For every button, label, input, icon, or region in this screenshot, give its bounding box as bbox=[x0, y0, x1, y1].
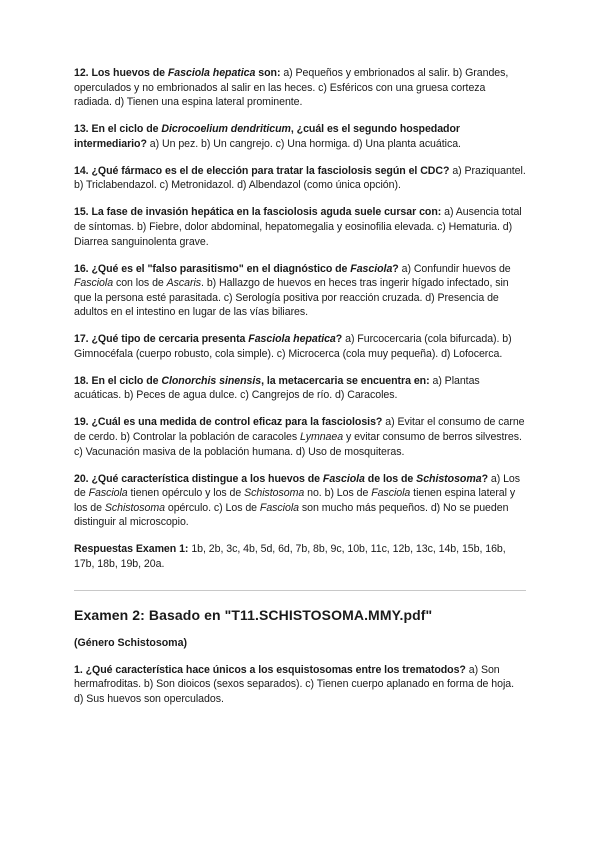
question-15-stem: 15. La fase de invasión hepática en la fasciolosis aguda suele cursar con: bbox=[74, 206, 442, 219]
question-12-options: a) Pequeños y embrionados al salir. b) Grandes, operculados y no embrionados al salir en las heces. c) Esféricos con una gruesa corteza radiada. d) Tienen una espina lateral prominente. bbox=[74, 67, 509, 109]
question-18-stem: 18. En el ciclo de Clonorchis sinensis, la metacercaria se encuentra en: bbox=[74, 374, 430, 387]
question-17 bbox=[74, 332, 526, 361]
question-13 bbox=[74, 122, 526, 151]
question-14-options: a) Praziquantel. b) Triclabendazol. c) Metronidazol. d) Albendazol (como única opción). bbox=[74, 164, 526, 192]
exam-2-title: Examen 2: Basado en "T11.SCHISTOSOMA.MMY.pdf" bbox=[74, 606, 433, 623]
question-20 bbox=[74, 472, 526, 530]
question-16-options: a) Confundir huevos de Fasciola con los de Ascaris. b) Hallazgo de huevos en heces tras ingerir hígado infectado, sin que la persona esté parasitada. c) Serología positiva por reacción cruzada. d) Presencia de adultos en el intestino en lugar de las vías biliares. bbox=[74, 262, 511, 319]
section-divider bbox=[74, 590, 526, 591]
question-14-stem: 14. ¿Qué fármaco es el de elección para tratar la fasciolosis según el CDC? bbox=[74, 164, 450, 177]
question-13-options: a) Un pez. b) Un cangrejo. c) Una hormiga. d) Una planta acuática. bbox=[146, 137, 461, 150]
question-18 bbox=[74, 374, 526, 403]
question-19-stem: 19. ¿Cuál es una medida de control eficaz para la fasciolosis? bbox=[74, 416, 383, 429]
question-19 bbox=[74, 415, 526, 459]
question-15 bbox=[74, 205, 526, 249]
question-13-stem: 13. En el ciclo de Dicrocoelium dendriticum, ¿cuál es el segundo hospedador intermediario? bbox=[74, 123, 460, 150]
answer-key-values: 1b, 2b, 3c, 4b, 5d, 6d, 7b, 8b, 9c, 10b, 11c, 12b, 13c, 14b, 15b, 16b, 17b, 18b, 19b, 20a. bbox=[74, 543, 506, 570]
question-14 bbox=[74, 164, 526, 193]
question-12-stem: 12. Los huevos de Fasciola hepatica son: bbox=[74, 67, 281, 79]
question-15-options: a) Ausencia total de síntomas. b) Fiebre, dolor abdominal, hepatomegalia y eosinofilia elevada. c) Hematuria. d) Diarrea sanguinolenta grave. bbox=[74, 206, 522, 248]
document-page bbox=[74, 66, 526, 719]
question-18-options: a) Plantas acuáticas. b) Peces de agua dulce. c) Cangrejos de río. d) Caracoles. bbox=[74, 374, 480, 402]
question-12 bbox=[74, 66, 526, 110]
answer-key bbox=[74, 542, 526, 571]
question-17-options: a) Furcocercaria (cola bifurcada). b) Gimnocéfala (cuerpo robusto, cola simple). c) Microcerca (cola muy pequeña). d) Lofocerca. bbox=[74, 333, 512, 360]
exam-2-question-1-stem: 1. ¿Qué característica hace únicos a los esquistosomas entre los trematodos? bbox=[74, 663, 466, 676]
exam-2-question-1-options: a) Son hermafroditas. b) Son dioicos (sexos separados). c) Tienen cuerpo aplanado en forma de hoja. d) Sus huevos son operculados. bbox=[74, 663, 515, 705]
question-20-stem: 20. ¿Qué característica distingue a los huevos de Fasciola de los de Schistosoma? bbox=[74, 472, 488, 485]
answer-key-label: Respuestas Examen 1: bbox=[74, 543, 189, 556]
question-20-options: a) Los de Fasciola tienen opérculo y los de Schistosoma no. b) Los de Fasciola tienen espina lateral y los de Schistosoma opérculo. c) Los de Fasciola son mucho más pequeños. d) No se pueden distinguir al microscopio. bbox=[74, 472, 521, 529]
question-19-options: a) Evitar el consumo de carne de cerdo. b) Controlar la población de caracoles Lymnaea y evitar consumo de berros silvestres. c) Vacunación masiva de la población humana. d) Uso de mosquiteras. bbox=[74, 416, 525, 458]
question-16 bbox=[74, 262, 526, 320]
question-16-stem: 16. ¿Qué es el "falso parasitismo" en el diagnóstico de Fasciola? bbox=[74, 262, 399, 275]
question-17-stem: 17. ¿Qué tipo de cercaria presenta Fasciola hepatica? bbox=[74, 333, 343, 346]
exam-2-subtitle: (Género Schistosoma) bbox=[74, 636, 188, 649]
exam-2-question-1 bbox=[74, 663, 526, 707]
